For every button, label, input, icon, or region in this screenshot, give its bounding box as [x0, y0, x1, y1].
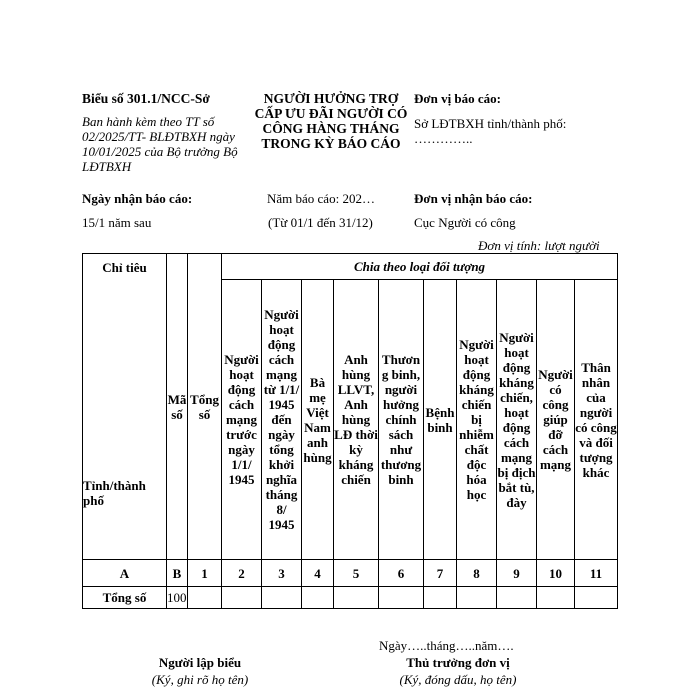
category-header: Người hoạt động kháng chiến bị nhiễm chất độc hóa học: [457, 280, 497, 560]
category-header: Bà mẹ Việt Nam anh hùng: [302, 280, 334, 560]
head-note: (Ký, đóng dấu, họ tên): [399, 672, 517, 687]
table-cell[interactable]: [334, 587, 379, 609]
table-cell[interactable]: [188, 587, 222, 609]
indicator-label: Chỉ tiêu: [102, 260, 147, 275]
code-header: Mã số: [167, 254, 188, 560]
category-header: Anh hùng LLVT, Anh hùng LĐ thời kỳ kháng chiến: [334, 280, 379, 560]
receive-date-label: Ngày nhận báo cáo:: [82, 191, 193, 206]
col-code: 3: [262, 560, 302, 587]
col-code: 5: [334, 560, 379, 587]
category-header: Bệnh binh: [424, 280, 457, 560]
table-row: [83, 587, 618, 609]
table-cell[interactable]: [379, 587, 424, 609]
table-cell[interactable]: [302, 587, 334, 609]
col-code: 7: [424, 560, 457, 587]
report-table: [82, 253, 618, 609]
col-code: 9: [497, 560, 537, 587]
category-header: Người hoạt động cách mạng trước ngày 1/1/ 1945: [222, 280, 262, 560]
table-cell[interactable]: [457, 587, 497, 609]
category-header: Người hoạt động cách mạng từ 1/1/ 1945 đến ngày tổng khởi nghĩa tháng 8/ 1945: [262, 280, 302, 560]
receiving-unit-label: Đơn vị nhận báo cáo:: [414, 191, 533, 206]
col-code: 6: [379, 560, 424, 587]
report-period: (Từ 01/1 đến 31/12): [268, 215, 373, 230]
col-code: 11: [575, 560, 618, 587]
col-code: A: [83, 560, 167, 587]
receiving-unit-value: Cục Người có công: [414, 215, 516, 230]
form-code: Biểu số 301.1/NCC-Sở: [82, 91, 210, 106]
unit-note: Đơn vị tính: lượt người: [478, 238, 600, 253]
head-title: Thủ trưởng đơn vị: [406, 655, 510, 670]
col-code: 2: [222, 560, 262, 587]
issued-note: Ban hành kèm theo TT số 02/2025/TT- BLĐTBXH ngày 10/01/2025 của Bộ trưởng Bộ LĐTBXH: [82, 114, 238, 174]
report-title: NGƯỜI HƯỞNG TRỢ CẤP ƯU ĐÃI NGƯỜI CÓ CÔNG HÀNG THÁNG TRONG KỲ BÁO CÁO: [254, 91, 408, 151]
table-cell[interactable]: [262, 587, 302, 609]
receive-date-value: 15/1 năm sau: [82, 215, 152, 230]
preparer-title: Người lập biểu: [158, 655, 242, 670]
col-code: 1: [188, 560, 222, 587]
category-header: Thương binh, người hưởng chính sách như thương binh: [379, 280, 424, 560]
category-header: Thân nhân của người có công và đối tượng khác: [575, 280, 618, 560]
reporting-unit-label: Đơn vị báo cáo:: [414, 91, 502, 106]
table-cell[interactable]: [222, 587, 262, 609]
table-cell[interactable]: [575, 587, 618, 609]
preparer-note: (Ký, ghi rõ họ tên): [151, 672, 249, 687]
total-header: Tổng số: [188, 254, 222, 560]
table-cell[interactable]: [537, 587, 575, 609]
report-year: Năm báo cáo: 202…: [267, 191, 375, 206]
province-label: Tỉnh/thành phố: [83, 478, 146, 508]
group-header: Chia theo loại đối tượng: [222, 254, 618, 280]
category-header: Người có công giúp đỡ cách mạng: [537, 280, 575, 560]
col-code: B: [167, 560, 188, 587]
table-cell[interactable]: [497, 587, 537, 609]
indicator-header-cell: [83, 254, 167, 560]
reporting-unit-value: Sở LĐTBXH tỉnh/thành phố: …………..: [414, 116, 567, 146]
table-cell[interactable]: [424, 587, 457, 609]
total-row-code: 100: [167, 587, 188, 609]
category-header: Người hoạt động kháng chiến, hoạt động cách mạng bị địch bắt tù, đày: [497, 280, 537, 560]
col-code: 4: [302, 560, 334, 587]
col-code: 10: [537, 560, 575, 587]
total-row-label: Tổng số: [83, 587, 167, 609]
date-line: Ngày…..tháng…..năm….: [379, 638, 514, 653]
col-code: 8: [457, 560, 497, 587]
